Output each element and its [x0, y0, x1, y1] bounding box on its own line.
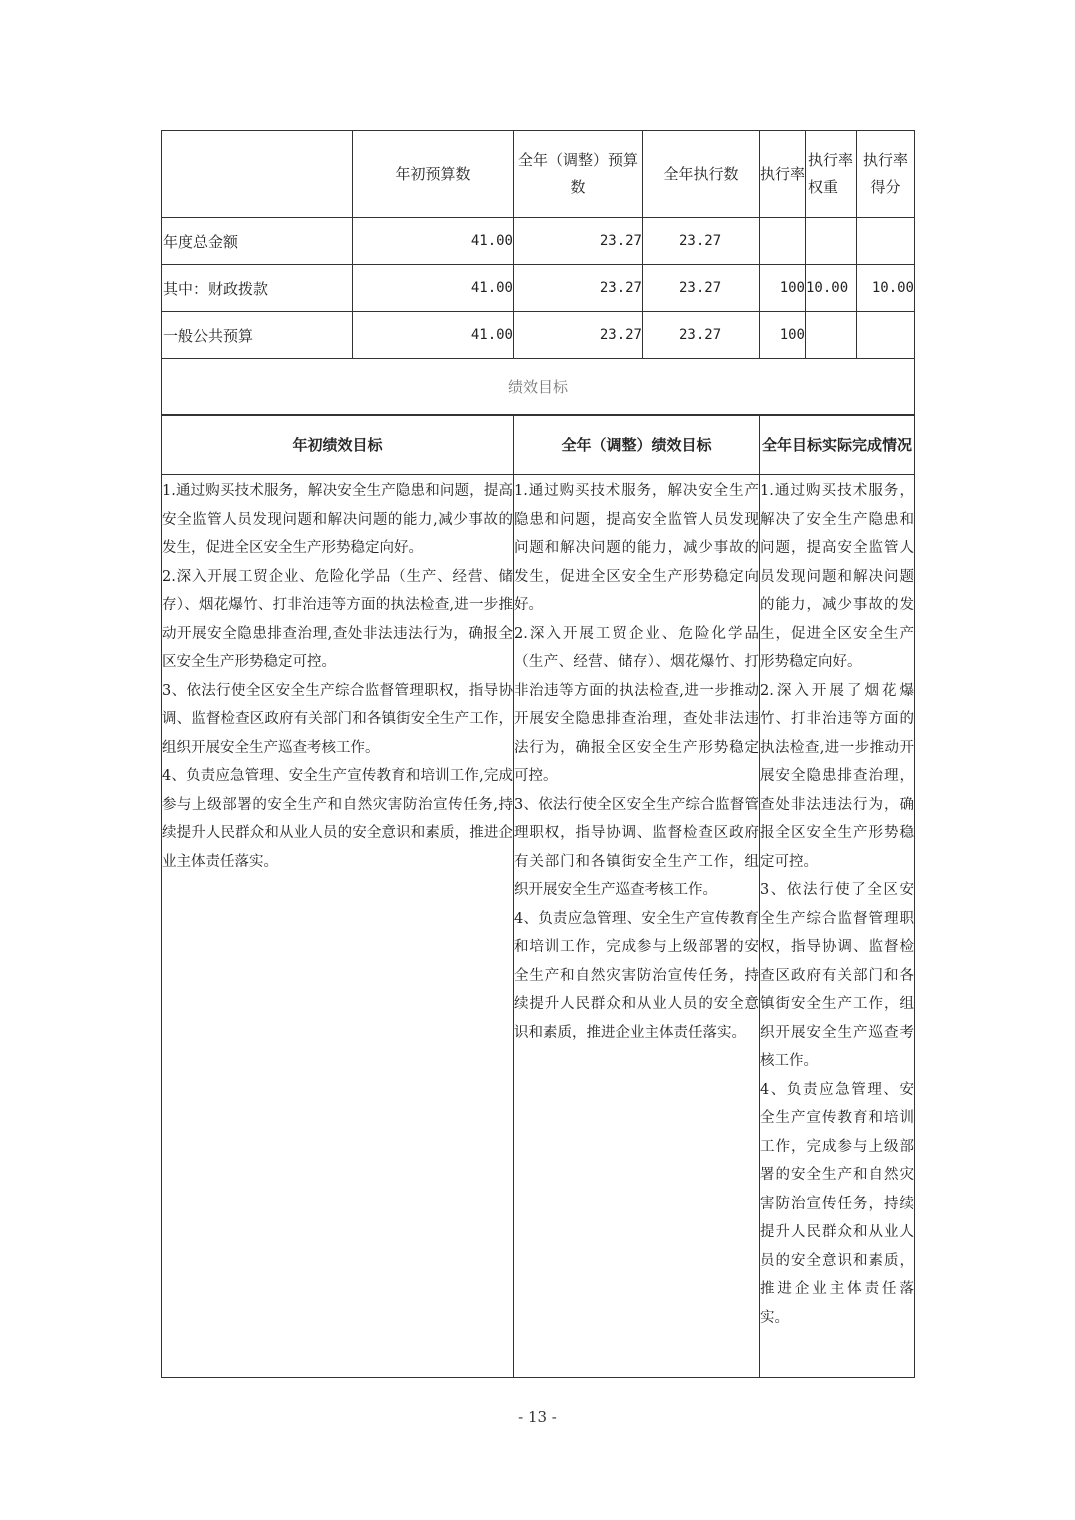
- performance-goals-table: [161, 415, 915, 1378]
- adjusted-goal-item: 2.深入开展工贸企业、危险化学品（生产、经营、储存）、烟花爆竹、打非治违等方面的执法检查,进一步推动开展安全隐患排查治理，查处非法违法行为，确报全区安全生产形势稳定可控。: [514, 625, 759, 784]
- initial-goal-item: 4、负责应急管理、安全生产宣传教育和培训工作,完成参与上级部署的安全生产和自然灾害防治宣传任务,持续提升人民群众和从业人员的安全意识和素质，推进企业主体责任落实。: [162, 768, 513, 870]
- exec-rate-score-value: [857, 218, 915, 265]
- header-blank: [162, 131, 353, 218]
- header-exec-rate-weight: 执行率权重: [806, 131, 857, 218]
- actual-completion-item: 3、依法行使了全区安全生产综合监督管理职权，指导协调、监督检查区政府有关部门和各镇街安全生产工作，组织开展安全生产巡查考核工作。: [760, 882, 914, 1069]
- adjusted-goal-item: 4、负责应急管理、安全生产宣传教育和培训工作，完成参与上级部署的安全生产和自然灾害防治宣传任务，持续提升人民群众和从业人员的安全意识和素质，推进企业主体责任落实。: [514, 910, 759, 1041]
- header-initial-budget: 年初预算数: [353, 131, 514, 218]
- actual-completion-cell: [760, 475, 915, 1378]
- exec-rate-value: 100: [760, 312, 806, 359]
- initial-goal-cell: [162, 475, 514, 1378]
- goals-header-row: [162, 416, 915, 475]
- header-executed: 全年执行数: [643, 131, 760, 218]
- initial-budget-value: 41.00: [353, 265, 514, 312]
- adjusted-budget-value: 23.27: [514, 265, 643, 312]
- table-row: [162, 265, 915, 312]
- performance-section-title: 绩效目标: [162, 359, 915, 415]
- actual-completion-item: 4、负责应急管理、安全生产宣传教育和培训工作，完成参与上级部署的安全生产和自然灾害防治宣传任务，持续提升人民群众和从业人员的安全意识和素质，推进企业主体责任落实。: [760, 1081, 914, 1326]
- header-adjusted-budget: 全年（调整）预算数: [514, 131, 643, 218]
- exec-rate-score-value: [857, 312, 915, 359]
- exec-rate-value: 100: [760, 265, 806, 312]
- table-row: [162, 218, 915, 265]
- adjusted-budget-value: 23.27: [514, 218, 643, 265]
- exec-rate-weight-value: 10.00: [806, 265, 857, 312]
- adjusted-goal-item: 3、依法行使全区安全生产综合监督管理职权，指导协调、监督检查区政府有关部门和各镇街安全生产工作，组织开展安全生产巡查考核工作。: [514, 796, 759, 898]
- budget-table: [161, 130, 915, 415]
- row-label: 其中：财政拨款: [162, 265, 353, 312]
- initial-goal-item: 2.深入开展工贸企业、危险化学品（生产、经营、储存）、烟花爆竹、打非治违等方面的执法检查,进一步推动开展安全隐患排查治理,查处非法违法行为，确报全区安全生产形势稳定可控。: [162, 568, 513, 670]
- goals-body-row: [162, 475, 915, 1378]
- row-label: 一般公共预算: [162, 312, 353, 359]
- adjusted-goal-cell: [514, 475, 760, 1378]
- exec-rate-value: [760, 218, 806, 265]
- row-label: 年度总金额: [162, 218, 353, 265]
- actual-completion-item: 1.通过购买技术服务，解决了安全生产隐患和问题，提高安全监管人员发现问题和解决问题的能力，减少事故的发生，促进全区安全生产形势稳定向好。: [760, 483, 914, 670]
- initial-goal-item: 1.通过购买技术服务，解决安全生产隐患和问题，提高安全监管人员发现问题和解决问题的能力,减少事故的发生，促进全区安全生产形势稳定向好。: [162, 483, 513, 556]
- executed-value: 23.27: [643, 218, 760, 265]
- budget-header-row: [162, 131, 915, 218]
- header-exec-rate: 执行率: [760, 131, 806, 218]
- adjusted-budget-value: 23.27: [514, 312, 643, 359]
- header-exec-rate-score: 执行率得分: [857, 131, 915, 218]
- initial-budget-value: 41.00: [353, 218, 514, 265]
- exec-rate-score-value: 10.00: [857, 265, 915, 312]
- table-row: [162, 312, 915, 359]
- initial-goal-item: 3、依法行使全区安全生产综合监督管理职权，指导协调、监督检查区政府有关部门和各镇街安全生产工作，组织开展安全生产巡查考核工作。: [162, 682, 513, 756]
- page-number: - 13 -: [518, 1408, 557, 1426]
- initial-budget-value: 41.00: [353, 312, 514, 359]
- adjusted-goal-item: 1.通过购买技术服务，解决安全生产隐患和问题，提高安全监管人员发现问题和解决问题的能力，减少事故的发生，促进全区安全生产形势稳定向好。: [514, 483, 759, 613]
- header-adjusted-goal: 全年（调整）绩效目标: [514, 416, 760, 475]
- header-actual-completion: 全年目标实际完成情况: [760, 416, 915, 475]
- exec-rate-weight-value: [806, 312, 857, 359]
- actual-completion-item: 2.深入开展了烟花爆竹、打非治违等方面的执法检查,进一步推动开展安全隐患排查治理，查处非法违法行为，确报全区安全生产形势稳定可控。: [760, 682, 914, 870]
- header-initial-goal: 年初绩效目标: [162, 416, 514, 475]
- performance-title-row: [162, 359, 915, 415]
- executed-value: 23.27: [643, 312, 760, 359]
- exec-rate-weight-value: [806, 218, 857, 265]
- executed-value: 23.27: [643, 265, 760, 312]
